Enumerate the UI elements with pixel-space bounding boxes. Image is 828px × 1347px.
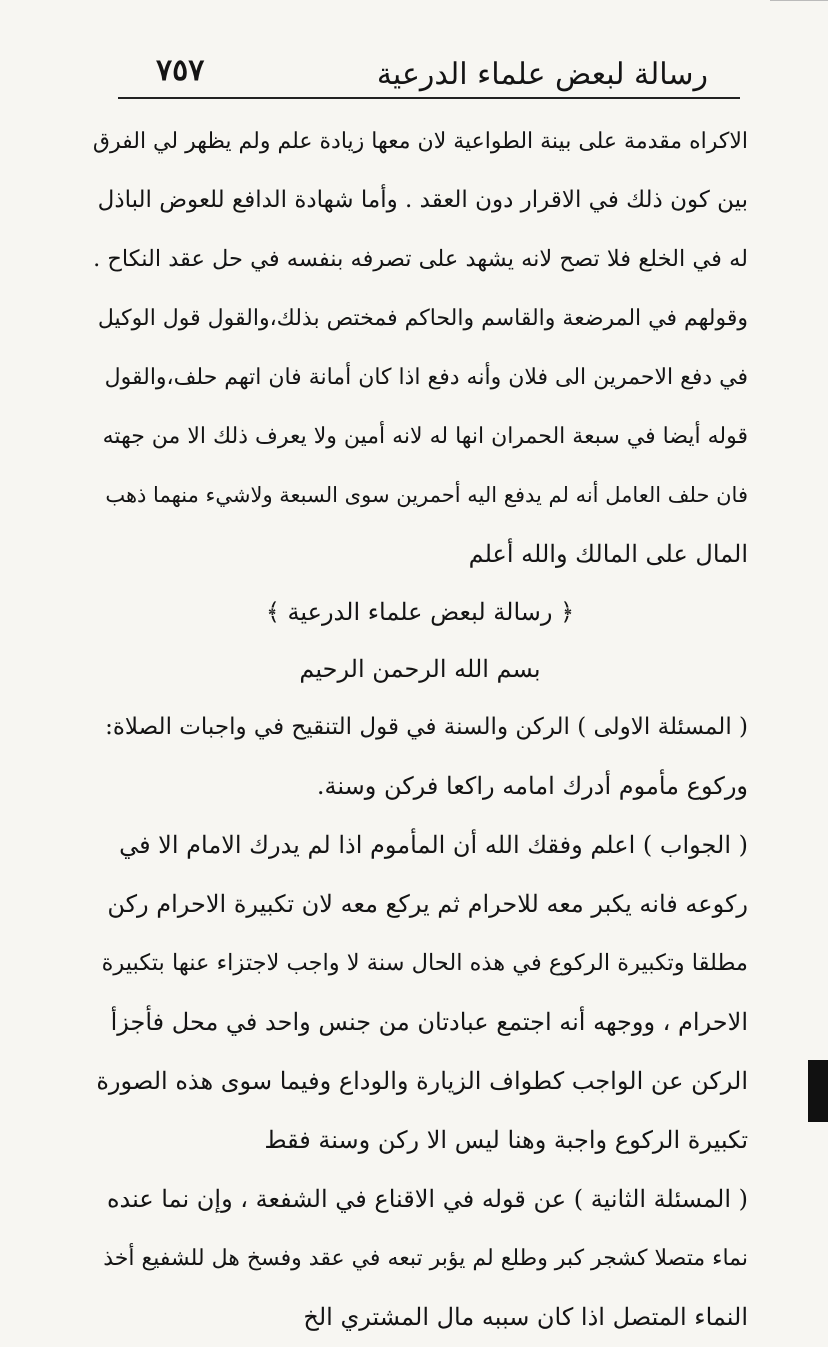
text-line: الاكراه مقدمة على بينة الطواعية لان معها زيادة علم ولم يظهر لي الفرق bbox=[92, 129, 748, 154]
page-header bbox=[118, 52, 738, 96]
answer-line: ركوعه فانه يكبر معه للاحرام ثم يركع معه لان تكبيرة الاحرام ركن bbox=[107, 890, 748, 918]
question-line: وركوع مأموم أدرك امامه راكعا فركن وسنة. bbox=[316, 772, 748, 800]
binding-shadow bbox=[808, 1060, 828, 1122]
header-rule bbox=[118, 97, 740, 99]
running-title: رسالة لبعض علماء الدرعية bbox=[376, 57, 708, 92]
question-line: نماء متصلا كشجر كبر وطلع لم يؤبر تبعه في عقد وفسخ هل للشفيع أخذ bbox=[103, 1246, 748, 1271]
text-line: فان حلف العامل أنه لم يدفع اليه أحمرين سوى السبعة ولاشيء منهما ذهب bbox=[105, 483, 748, 507]
answer-line: تكبيرة الركوع واجبة وهنا ليس الا ركن وسنة فقط bbox=[264, 1126, 748, 1154]
page-body bbox=[92, 112, 748, 1347]
page-number: ٧٥٧ bbox=[156, 53, 205, 88]
text-line: المال على المالك والله أعلم bbox=[468, 540, 748, 568]
text-line: قوله أيضا في سبعة الحمران انها له لانه أمين ولا يعرف ذلك الا من جهته bbox=[102, 424, 748, 449]
answer-line: الركن عن الواجب كطواف الزيارة والوداع وفيما سوى هذه الصورة bbox=[96, 1067, 748, 1095]
scan-edge-mark bbox=[770, 0, 828, 7]
answer-line: الاحرام ، ووجهه أنه اجتمع عبادتان من جنس واحد في محل فأجزأ bbox=[110, 1008, 748, 1036]
section-heading: ﴿ رسالة لبعض علماء الدرعية ﴾ bbox=[265, 598, 575, 626]
question-line: النماء المتصل اذا كان سببه مال المشتري الخ bbox=[303, 1303, 748, 1331]
text-line: في دفع الاحمرين الى فلان وأنه دفع اذا كان أمانة فان اتهم حلف،والقول bbox=[104, 365, 748, 390]
text-line: له في الخلع فلا تصح لانه يشهد على تصرفه بنفسه في حل عقد النكاح . bbox=[93, 246, 748, 272]
question-line: ( المسئلة الثانية ) عن قوله في الاقناع في الشفعة ، وإن نما عنده bbox=[106, 1185, 748, 1213]
text-line: بين كون ذلك في الاقرار دون العقد . وأما شهادة الدافع للعوض الباذل bbox=[97, 187, 748, 213]
question-line: ( المسئلة الاولى ) الركن والسنة في قول التنقيح في واجبات الصلاة: bbox=[105, 714, 748, 740]
answer-line: ( الجواب ) اعلم وفقك الله أن المأموم اذا لم يدرك الامام الا في bbox=[119, 831, 748, 859]
answer-line: مطلقا وتكبيرة الركوع في هذه الحال سنة لا واجب لاجتزاء عنها بتكبيرة bbox=[101, 950, 748, 976]
basmala: بسم الله الرحمن الرحيم bbox=[299, 655, 541, 683]
text-line: وقولهم في المرضعة والقاسم والحاكم فمختص بذلك،والقول قول الوكيل bbox=[97, 306, 748, 331]
